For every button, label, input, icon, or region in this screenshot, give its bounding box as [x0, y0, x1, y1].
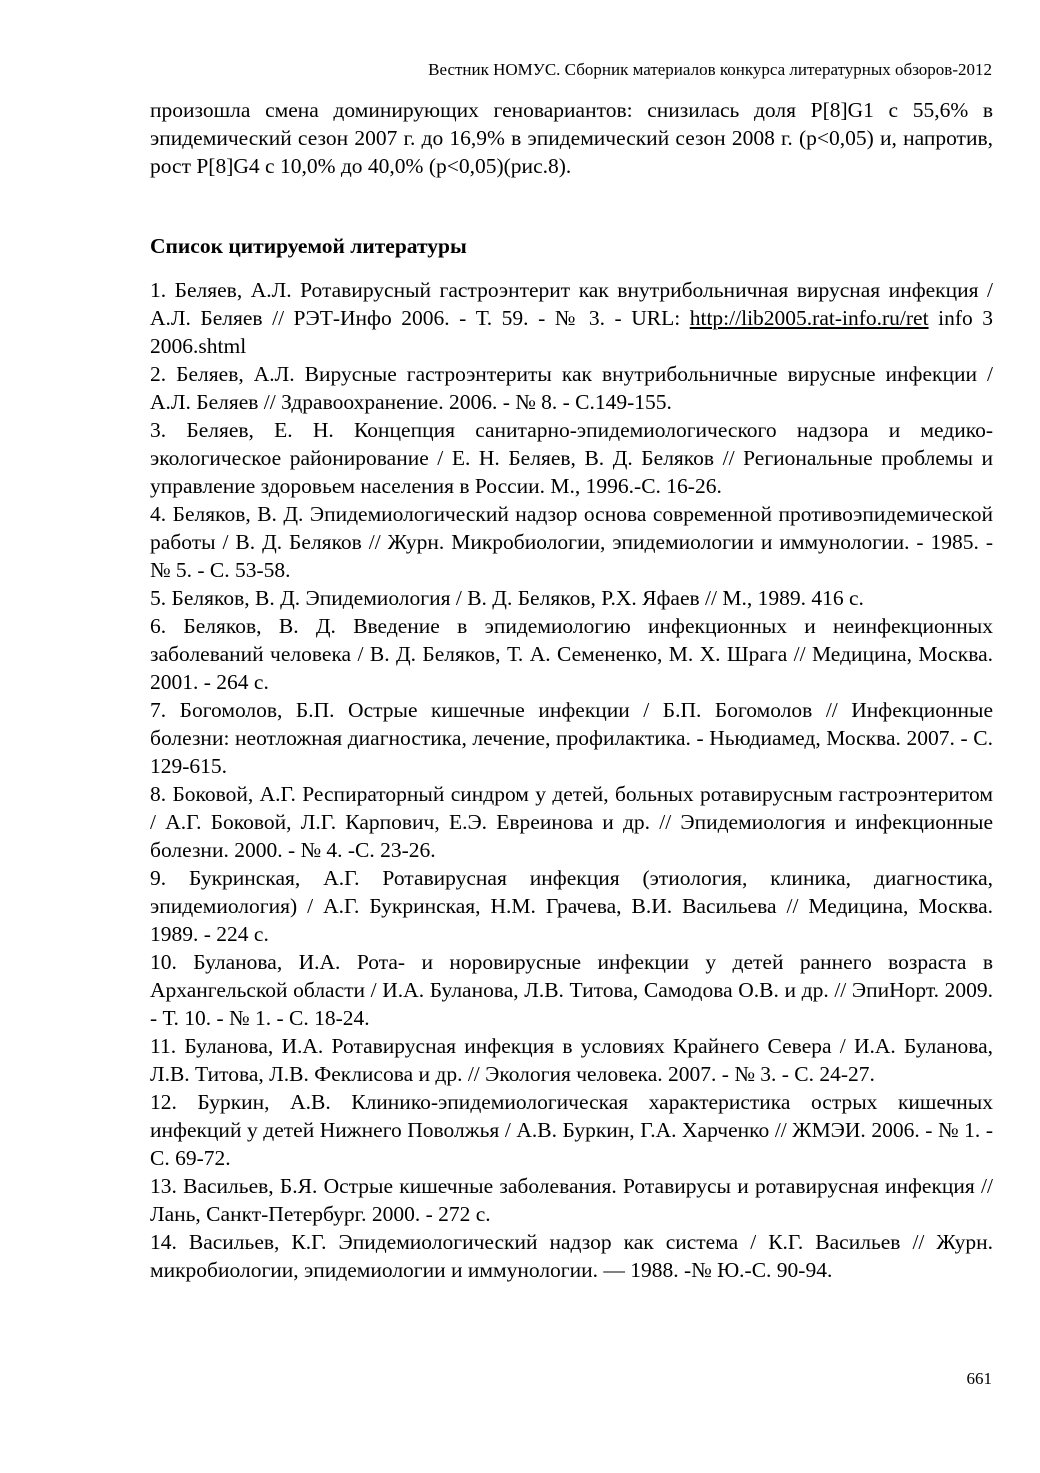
reference-item: 7. Богомолов, Б.П. Острые кишечные инфекции / Б.П. Богомолов // Инфекционные болезни: неотложная диагностика, лечение, профилактика. - Ньюдиамед, Москва. 2007. - С. 129-615.	[150, 698, 993, 778]
reference-item: 2. Беляев, А.Л. Вирусные гастроэнтериты как внутрибольничные вирусные инфекции / А.Л. Беляев // Здравоохранение. 2006. - № 8. - С.149-155.	[150, 362, 993, 414]
reference-list	[150, 276, 993, 1284]
section-title: Список цитируемой литературы	[150, 234, 467, 258]
reference-item: 11. Буланова, И.А. Ротавирусная инфекция в условиях Крайнего Севера / И.А. Буланова, Л.В. Титова, Л.В. Феклисова и др. // Экология человека. 2007. - № 3. - С. 24-27.	[150, 1034, 993, 1086]
reference-item: 3. Беляев, Е. Н. Концепция санитарно-эпидемиологического надзора и медико-экологическое районирование / Е. Н. Беляев, В. Д. Беляков // Региональные проблемы и управление здоровьем населения в России. М., 1996.-С. 16-26.	[150, 418, 993, 498]
reference-item: 4. Беляков, В. Д. Эпидемиологический надзор основа современной противоэпидемической работы / В. Д. Беляков // Журн. Микробиологии, эпидемиологии и иммунологии. - 1985. - № 5. - С. 53-58.	[150, 502, 993, 582]
running-header: Вестник НОМУС. Сборник материалов конкурса литературных обзоров-2012	[428, 60, 992, 79]
reference-item: 13. Васильев, Б.Я. Острые кишечные заболевания. Ротавирусы и ротавирусная инфекция // Лань, Санкт-Петербург. 2000. - 272 с.	[150, 1174, 993, 1226]
page-content	[150, 96, 993, 1284]
reference-item: 10. Буланова, И.А. Рота- и норовирусные инфекции у детей раннего возраста в Архангельской области / И.А. Буланова, Л.В. Титова, Самодова О.В. и др. // ЭпиНорт. 2009. - Т. 10. - № 1. - С. 18-24.	[150, 950, 993, 1030]
reference-item	[150, 276, 993, 360]
reference-item: 5. Беляков, В. Д. Эпидемиология / В. Д. Беляков, Р.Х. Яфаев // М., 1989. 416 с.	[150, 586, 864, 610]
reference-text: info 3 2006.shtml	[150, 306, 993, 358]
reference-item: 12. Буркин, А.В. Клинико-эпидемиологическая характеристика острых кишечных инфекций у детей Нижнего Поволжья / А.В. Буркин, Г.А. Харченко // ЖМЭИ. 2006. - № 1. - С. 69-72.	[150, 1090, 993, 1170]
reference-link[interactable]: http://lib2005.rat-info.ru/ret	[689, 306, 929, 330]
reference-item: 8. Боковой, А.Г. Респираторный синдром у детей, больных ротавирусным гастроэнтеритом / А.Г. Боковой, Л.Г. Карпович, Е.Э. Евреинова и др. // Эпидемиология и инфекционные болезни. 2000. - № 4. -С. 23-26.	[150, 782, 993, 862]
reference-item: 9. Букринская, А.Г. Ротавирусная инфекция (этиология, клиника, диагностика, эпидемиология) / А.Г. Букринская, Н.М. Грачева, В.И. Васильева // Медицина, Москва. 1989. - 224 с.	[150, 866, 993, 946]
reference-item: 6. Беляков, В. Д. Введение в эпидемиологию инфекционных и неинфекционных заболеваний человека / В. Д. Беляков, Т. А. Семененко, М. Х. Шрага // Медицина, Москва. 2001. - 264 с.	[150, 614, 993, 694]
page-number: 661	[966, 1369, 992, 1388]
reference-text: 1. Беляев, А.Л. Ротавирусный гастроэнтерит как внутрибольничная вирусная инфекция / А.Л. Беляев // РЭТ-Инфо 2006. - Т. 59. - № 3. - URL:	[150, 278, 993, 330]
reference-item: 14. Васильев, К.Г. Эпидемиологический надзор как система / К.Г. Васильев // Журн. микробиологии, эпидемиологии и иммунологии. — 1988. -№ Ю.-С. 90-94.	[150, 1230, 993, 1282]
intro-paragraph: произошла смена доминирующих геновариантов: снизилась доля P[8]G1 с 55,6% в эпидемический сезон 2007 г. до 16,9% в эпидемический сезон 2008 г. (p<0,05) и, напротив, рост P[8]G4 с 10,0% до 40,0% (p<0,05)(рис.8).	[150, 98, 993, 178]
